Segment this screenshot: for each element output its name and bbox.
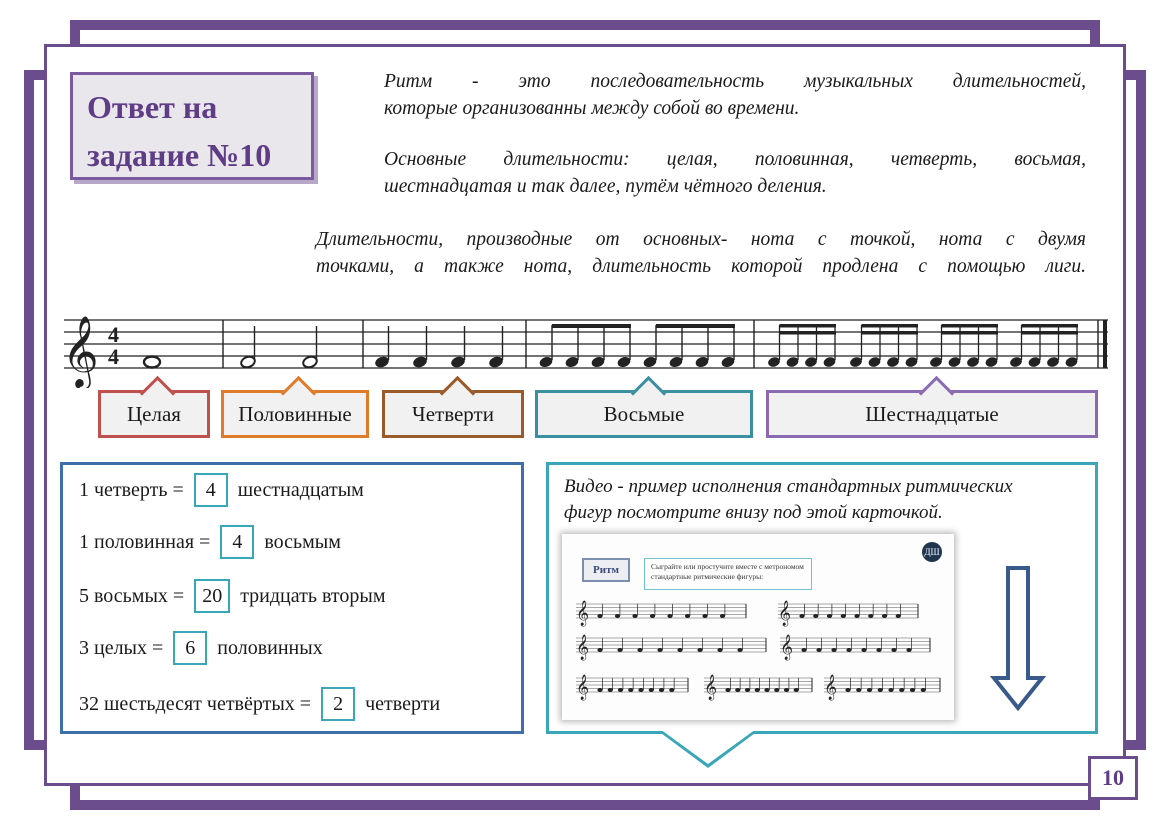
- equation-left: 1 четверть =: [79, 478, 184, 501]
- mini-note: [794, 688, 799, 692]
- time-signature-bottom: 4: [108, 344, 119, 369]
- equation-row: [79, 631, 323, 665]
- mini-note: [845, 688, 850, 692]
- equation-right: четверти: [365, 692, 441, 715]
- mini-note: [667, 614, 672, 618]
- beam: [942, 324, 999, 328]
- text-line: Длительности, производные от основных- нота с точкой, нота с двумя: [316, 229, 1086, 250]
- treble-clef-icon: 𝄞: [62, 314, 99, 387]
- thumb-rhythm-staves: [562, 534, 954, 720]
- mini-note: [697, 648, 702, 652]
- mini-note: [702, 614, 707, 618]
- label-quarter-text: Четверти: [412, 401, 494, 426]
- beam: [656, 324, 735, 328]
- beam: [862, 324, 919, 328]
- mini-note: [669, 688, 674, 692]
- arrow-down-icon: [990, 566, 1046, 717]
- mini-note: [831, 648, 836, 652]
- mini-note: [649, 688, 654, 692]
- mini-note: [910, 688, 915, 692]
- mini-note: [774, 688, 779, 692]
- answer-box[interactable]: 4: [220, 525, 254, 559]
- video-caption: [564, 474, 1084, 526]
- answer-box[interactable]: 20: [194, 579, 230, 613]
- text-line: Ритм - это последовательность музыкальных длительностей,: [384, 71, 1086, 92]
- video-thumbnail[interactable]: [562, 534, 954, 720]
- mini-note: [597, 648, 602, 652]
- mini-note: [745, 688, 750, 692]
- equation-row: [79, 525, 341, 559]
- treble-clef-icon: 𝄞: [778, 601, 792, 626]
- text-line: Сыграйте или простучите вместе с метрономом: [651, 562, 804, 571]
- video-box-pointer-inner: [642, 716, 774, 764]
- label-eighth-text: Восьмые: [603, 401, 685, 426]
- label-half: [221, 390, 369, 438]
- rhythm-definition: [384, 68, 1086, 122]
- mini-note: [846, 648, 851, 652]
- basic-durations: [384, 146, 1086, 200]
- mini-note: [618, 688, 623, 692]
- mini-note: [764, 688, 769, 692]
- beam: [862, 331, 919, 335]
- mini-note: [737, 648, 742, 652]
- treble-clef-icon: 𝄞: [780, 635, 794, 660]
- equation-left: 5 восьмых =: [79, 584, 185, 607]
- mini-note: [717, 648, 722, 652]
- mini-note: [888, 688, 893, 692]
- mini-note: [813, 614, 818, 618]
- equation-row: [79, 579, 386, 613]
- whole-note: [144, 357, 160, 368]
- mini-note: [861, 648, 866, 652]
- mini-note: [876, 648, 881, 652]
- beam: [780, 324, 837, 328]
- mini-note: [906, 648, 911, 652]
- title-line1: Ответ на: [87, 89, 218, 125]
- mini-note: [801, 648, 806, 652]
- text-line: Основные длительности: целая, половинная, четверть, восьмая,: [384, 149, 1086, 170]
- mini-note: [638, 688, 643, 692]
- mini-note: [784, 688, 789, 692]
- treble-clef-icon: 𝄞: [576, 635, 590, 660]
- mini-note: [735, 688, 740, 692]
- equation-right: тридцать вторым: [240, 584, 386, 607]
- mini-note: [657, 648, 662, 652]
- equation-right: половинных: [217, 636, 323, 659]
- label-quarter: [382, 390, 524, 438]
- thumb-title: Ритм: [582, 558, 630, 582]
- school-logo-icon: ДШ: [922, 542, 942, 562]
- equation-left: 3 целых =: [79, 636, 164, 659]
- beam: [780, 331, 837, 335]
- label-half-text: Половинные: [238, 401, 352, 426]
- equation-left: 32 шестьдесят четвёртых =: [79, 692, 312, 715]
- mini-note: [597, 688, 602, 692]
- treble-clef-icon: 𝄞: [576, 601, 590, 626]
- derived-durations: [316, 226, 1086, 280]
- beam: [942, 331, 999, 335]
- mini-note: [868, 614, 873, 618]
- answer-box[interactable]: 2: [321, 687, 355, 721]
- beam: [552, 324, 631, 328]
- beam: [1022, 324, 1079, 328]
- equations-box: [60, 462, 524, 734]
- mini-note: [921, 688, 926, 692]
- mini-note: [799, 614, 804, 618]
- music-staff: [60, 298, 1112, 388]
- page-number: 10: [1088, 756, 1138, 800]
- text-line: точками, а также нота, длительность которой продлена с помощью лиги.: [316, 256, 1086, 277]
- mini-note: [615, 614, 620, 618]
- answer-box[interactable]: 4: [194, 473, 228, 507]
- treble-clef-icon: 𝄞: [704, 675, 718, 700]
- label-sixteenth-text: Шестнадцатые: [865, 401, 999, 426]
- mini-note: [632, 614, 637, 618]
- label-whole-text: Целая: [127, 401, 181, 426]
- equation-left: 1 половинная =: [79, 530, 211, 553]
- text-line: фигур посмотрите внизу под этой карточкой.: [564, 502, 943, 523]
- text-line: которые организованны между собой во времени.: [384, 98, 800, 119]
- equation-row: [79, 473, 364, 507]
- beam: [1022, 331, 1079, 335]
- mini-note: [650, 614, 655, 618]
- mini-note: [597, 614, 602, 618]
- mini-note: [617, 648, 622, 652]
- mini-note: [856, 688, 861, 692]
- equation-row: [79, 687, 440, 721]
- mini-note: [755, 688, 760, 692]
- mini-note: [677, 648, 682, 652]
- mini-note: [899, 688, 904, 692]
- mini-note: [816, 648, 821, 652]
- mini-note: [854, 614, 859, 618]
- mini-note: [878, 688, 883, 692]
- mini-note: [882, 614, 887, 618]
- treble-clef-icon: 𝄞: [576, 675, 590, 700]
- answer-box[interactable]: 6: [173, 631, 207, 665]
- treble-clef-icon: 𝄞: [824, 675, 838, 700]
- mini-note: [659, 688, 664, 692]
- mini-note: [896, 614, 901, 618]
- mini-note: [685, 614, 690, 618]
- equation-right: восьмым: [264, 530, 341, 553]
- label-sixteenth: [766, 390, 1098, 438]
- title-line2: задание №10: [87, 137, 272, 173]
- mini-note: [867, 688, 872, 692]
- mini-note: [841, 614, 846, 618]
- text-line: стандартные ритмические фигуры:: [651, 572, 764, 581]
- title-box: [70, 72, 314, 180]
- mini-note: [891, 648, 896, 652]
- mini-note: [608, 688, 613, 692]
- mini-note: [720, 614, 725, 618]
- mini-note: [725, 688, 730, 692]
- mini-note: [637, 648, 642, 652]
- text-line: Видео - пример исполнения стандартных ритмических: [564, 476, 1013, 497]
- mini-note: [827, 614, 832, 618]
- time-signature-top: 4: [108, 322, 119, 347]
- mini-note: [628, 688, 633, 692]
- equation-right: шестнадцатым: [237, 478, 364, 501]
- label-eighth: [535, 390, 753, 438]
- label-whole: [98, 390, 210, 438]
- text-line: шестнадцатая и так далее, путём чётного деления.: [384, 176, 827, 197]
